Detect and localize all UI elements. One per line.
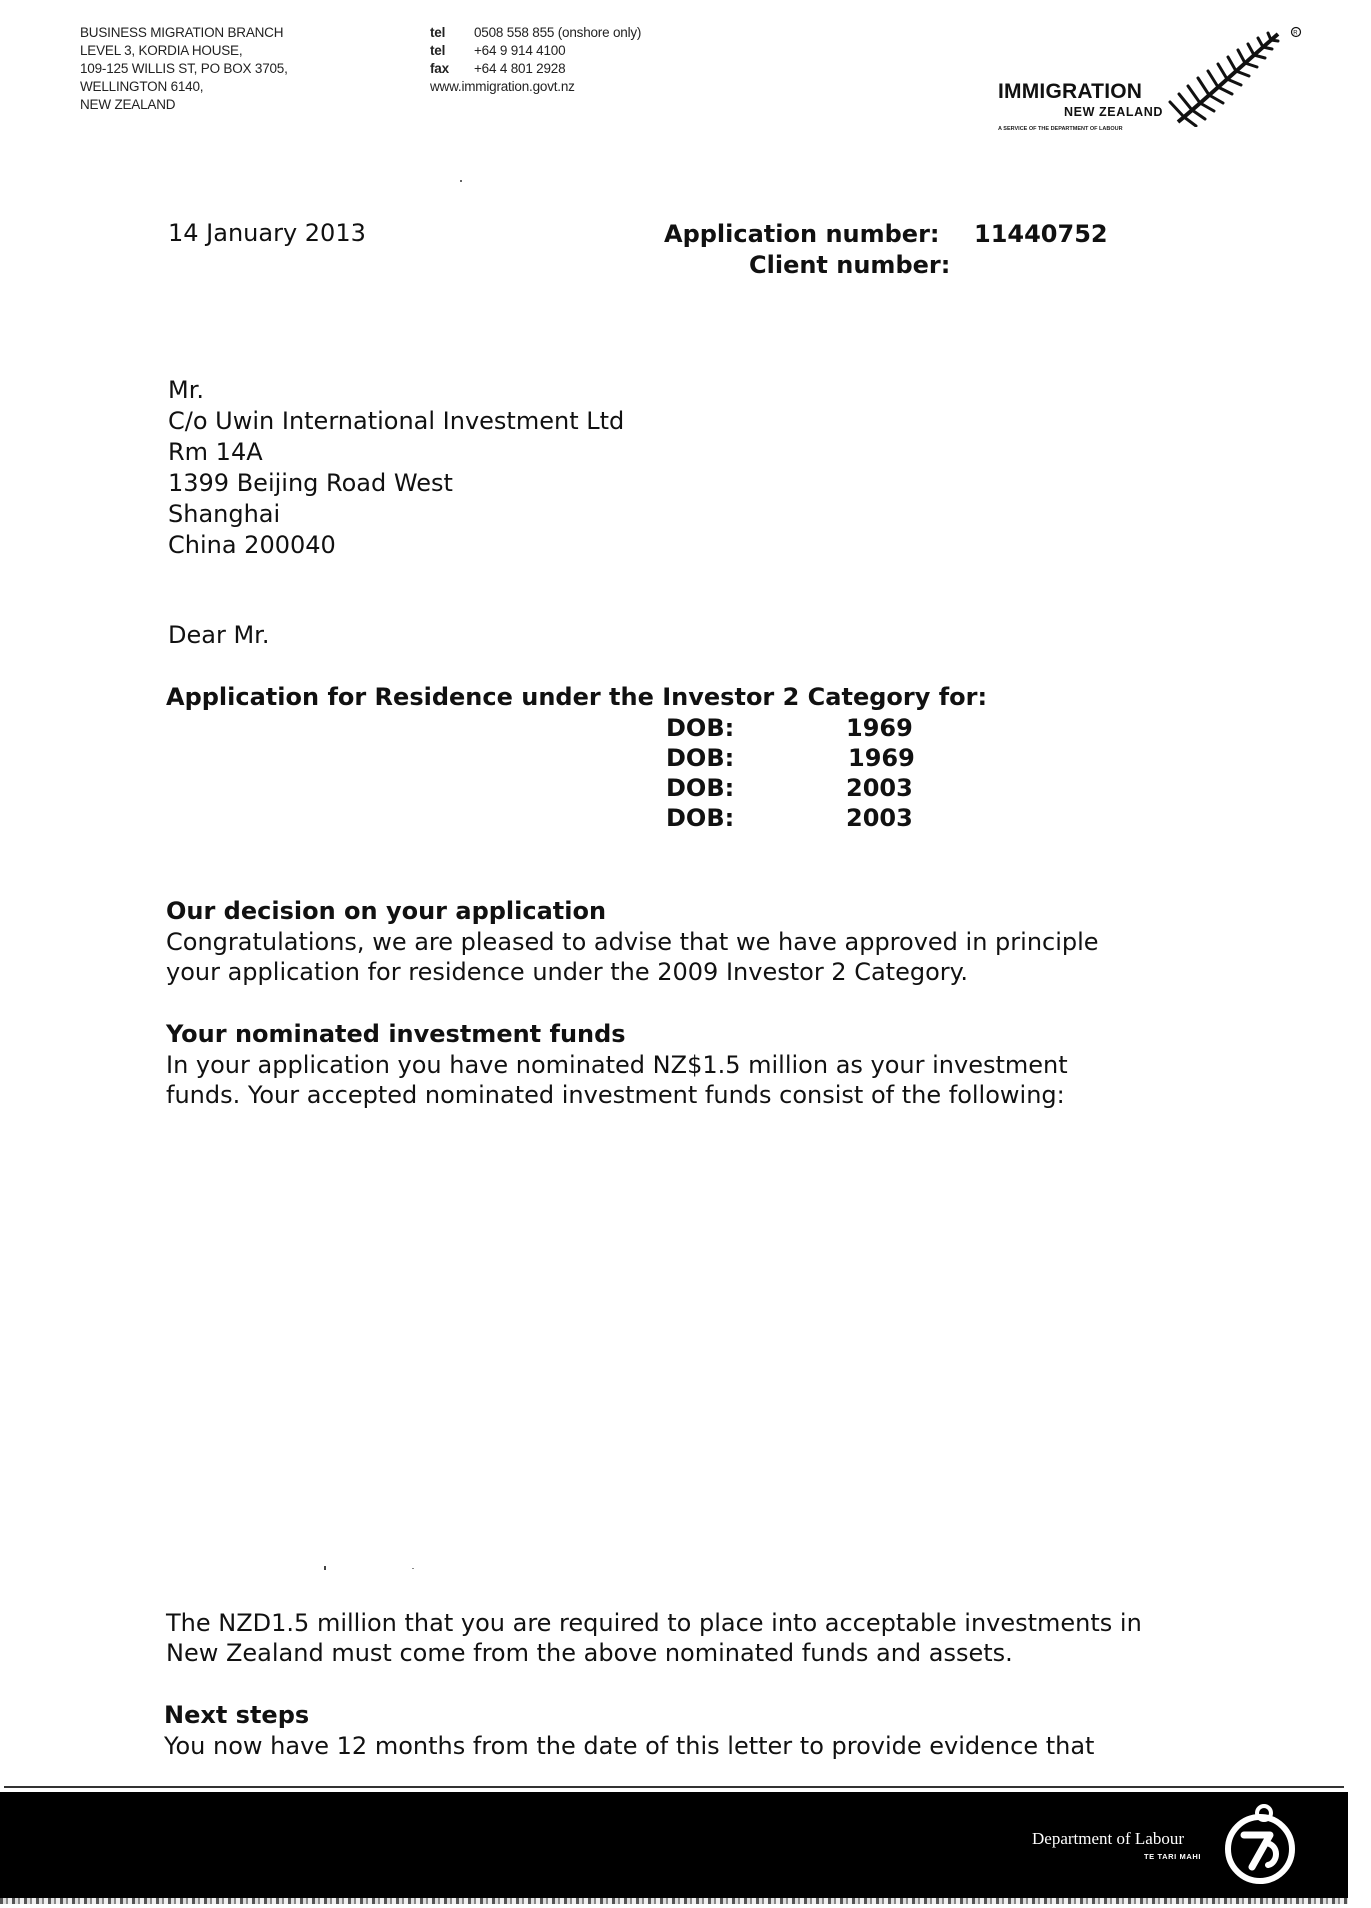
scan-speck xyxy=(324,1566,326,1570)
dob-value: 2003 xyxy=(846,804,913,832)
decision-heading: Our decision on your application xyxy=(166,897,607,925)
next-steps-heading: Next steps xyxy=(164,1701,310,1729)
dob-value: 1969 xyxy=(848,744,915,772)
logo-tagline: A SERVICE OF THE DEPARTMENT OF LABOUR xyxy=(998,126,1123,132)
paragraph-line: your application for residence under the 2009 Investor 2 Category. xyxy=(166,958,969,986)
sender-contacts xyxy=(430,24,641,96)
footer-rule xyxy=(4,1786,1344,1788)
sender-address xyxy=(80,24,288,114)
silver-fern-icon xyxy=(1160,22,1310,131)
recipient-line: China 200040 xyxy=(168,531,336,559)
address-line: BUSINESS MIGRATION BRANCH xyxy=(80,25,284,40)
contact-value: +64 4 801 2928 xyxy=(474,61,566,76)
svg-text:R: R xyxy=(1293,30,1298,37)
dob-value: 1969 xyxy=(846,714,913,742)
recipient-address xyxy=(168,375,624,561)
contact-label: fax xyxy=(430,61,449,76)
immigration-logo xyxy=(990,22,1310,147)
contact-row xyxy=(430,42,641,60)
recipient-line: 1399 Beijing Road West xyxy=(168,469,453,497)
scan-speck xyxy=(460,180,462,182)
letter-date: 14 January 2013 xyxy=(168,219,366,247)
department-of-labour-logo-icon xyxy=(1222,1801,1298,1891)
dob-row xyxy=(666,803,915,833)
dob-row xyxy=(666,773,915,803)
dob-row xyxy=(666,743,915,773)
recipient-line: C/o Uwin International Investment Ltd xyxy=(168,407,625,435)
recipient-line: Mr. xyxy=(168,376,204,404)
funds-heading: Your nominated investment funds xyxy=(166,1020,626,1048)
dob-value: 2003 xyxy=(846,774,913,802)
dob-label: DOB: xyxy=(666,714,735,742)
application-number-label: Application number: xyxy=(664,220,940,248)
recipient-line: Rm 14A xyxy=(168,438,263,466)
recipient-line: Shanghai xyxy=(168,500,281,528)
contact-value: +64 9 914 4100 xyxy=(474,43,566,58)
footer-department: Department of Labour xyxy=(1032,1829,1184,1848)
funds-paragraph xyxy=(166,1050,1068,1110)
paragraph-line: funds. Your accepted nominated investment funds consist of the following: xyxy=(166,1081,1065,1109)
salutation: Dear Mr. xyxy=(168,621,270,649)
website-link[interactable]: www.immigration.govt.nz xyxy=(430,79,575,94)
footer-maori: TE TARI MAHI xyxy=(1144,1852,1202,1861)
next-steps-paragraph xyxy=(164,1731,1094,1761)
decision-paragraph xyxy=(166,927,1099,987)
subject-line: Application for Residence under the Investor 2 Category for: xyxy=(166,683,988,711)
dob-label: DOB: xyxy=(666,804,735,832)
scan-edge xyxy=(0,1898,1348,1904)
address-line: 109-125 WILLIS ST, PO BOX 3705, xyxy=(80,61,288,76)
paragraph-line: New Zealand must come from the above nominated funds and assets. xyxy=(166,1639,1013,1667)
contact-row xyxy=(430,60,641,78)
footer-bar xyxy=(0,1792,1348,1898)
paragraph-line: Congratulations, we are pleased to advise that we have approved in principle xyxy=(166,928,1099,956)
paragraph-line: The NZD1.5 million that you are required to place into acceptable investments in xyxy=(166,1609,1142,1637)
logo-word: IMMIGRATION xyxy=(998,80,1143,103)
application-number: 11440752 xyxy=(974,220,1108,248)
paragraph-line: In your application you have nominated NZ$1.5 million as your investment xyxy=(166,1051,1068,1079)
contact-value: 0508 558 855 (onshore only) xyxy=(474,25,642,40)
nzd-paragraph xyxy=(166,1608,1142,1668)
dob-label: DOB: xyxy=(666,744,735,772)
paragraph-line: You now have 12 months from the date of this letter to provide evidence that xyxy=(164,1732,1095,1760)
client-number-label: Client number: xyxy=(749,251,951,279)
dob-list xyxy=(666,713,915,833)
dob-label: DOB: xyxy=(666,774,735,802)
scan-speck xyxy=(412,1568,414,1569)
dob-row xyxy=(666,713,915,743)
logo-sub: NEW ZEALAND xyxy=(1064,105,1163,119)
contact-label: tel xyxy=(430,25,446,40)
address-line: WELLINGTON 6140, xyxy=(80,79,204,94)
address-line: LEVEL 3, KORDIA HOUSE, xyxy=(80,43,243,58)
contact-row xyxy=(430,24,641,42)
address-line: NEW ZEALAND xyxy=(80,97,176,112)
contact-label: tel xyxy=(430,43,446,58)
